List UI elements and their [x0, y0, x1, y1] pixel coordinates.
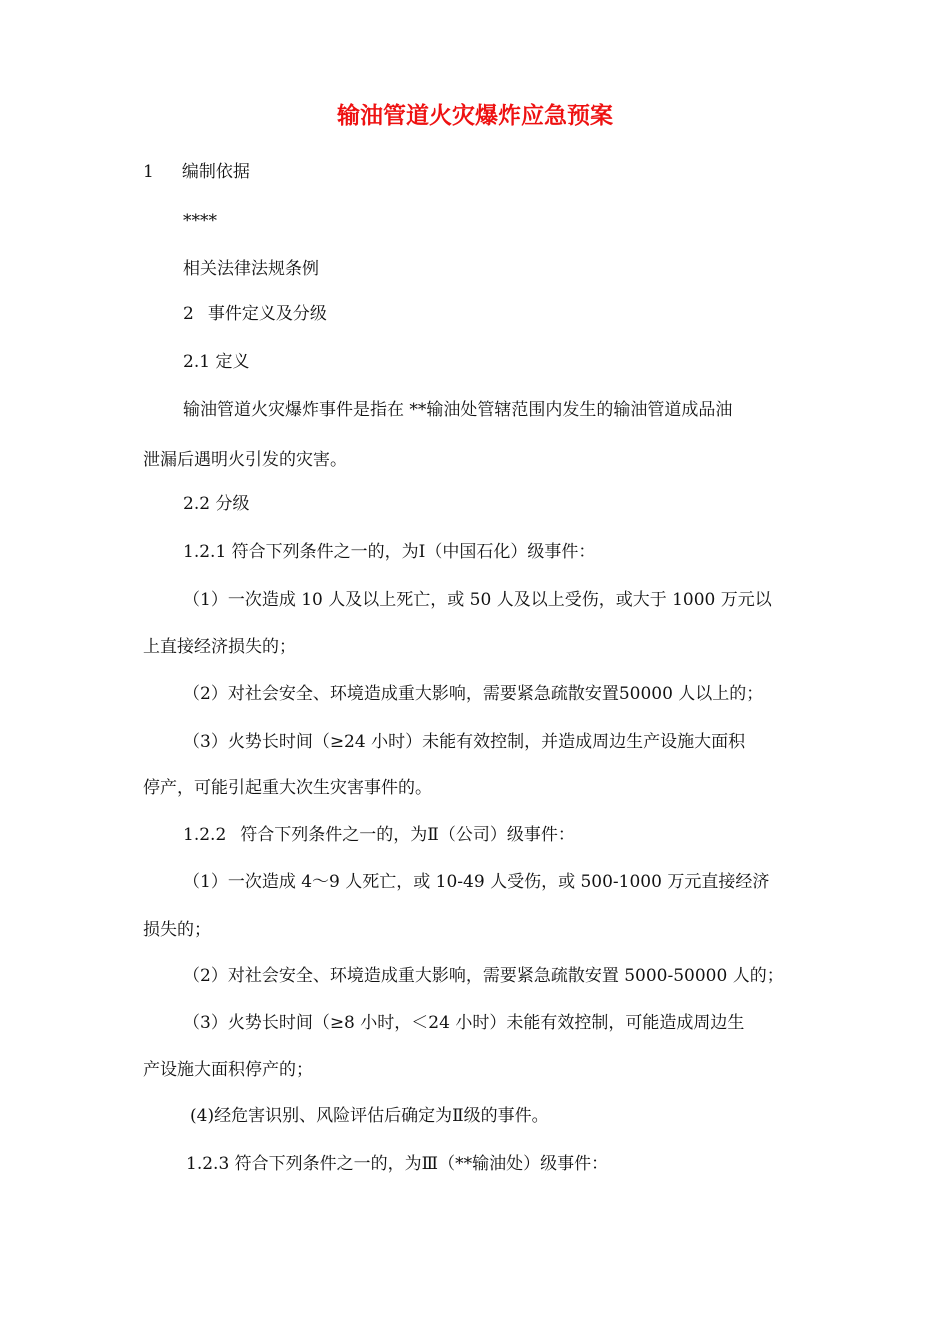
document-title: 输油管道火灾爆炸应急预案 — [337, 103, 613, 129]
clause-heading — [183, 540, 595, 564]
clause-heading — [186, 1152, 608, 1176]
clause-number: 1.2.1 — [183, 542, 227, 562]
paragraph-line: 泄漏后遇明火引发的灾害。 — [143, 450, 347, 470]
section-title: 事件定义及分级 — [207, 304, 327, 324]
section-number: 1 — [143, 162, 154, 182]
paragraph-line: 停产，可能引起重大次生灾害事件的。 — [143, 778, 432, 798]
section-number: 2 — [183, 304, 194, 324]
clause-heading — [183, 823, 575, 847]
section-heading-2 — [183, 302, 327, 326]
clause-title: 符合下列条件之一的，为Ⅱ（公司）级事件： — [240, 825, 575, 845]
paragraph-line: 输油管道火灾爆炸事件是指在 **输油处管辖范围内发生的输油管道成品油 — [183, 400, 733, 420]
paragraph-line: 产设施大面积停产的； — [143, 1060, 313, 1080]
paragraph-line: **** — [183, 211, 217, 231]
paragraph-line: （3）火势长时间（≥8 小时，＜24 小时）未能有效控制，可能造成周边生 — [183, 1013, 745, 1033]
clause-number: 1.2.2 — [183, 825, 227, 845]
paragraph-line: （1）一次造成 10 人及以上死亡，或 50 人及以上受伤，或大于 1000 万元以 — [183, 590, 772, 610]
paragraph-line: 上直接经济损失的； — [143, 637, 296, 657]
paragraph-line: (4)经危害识别、风险评估后确定为Ⅱ级的事件。 — [190, 1106, 549, 1126]
clause-title: 符合下列条件之一的，为Ⅰ（中国石化）级事件： — [231, 542, 596, 562]
paragraph-line: （2）对社会安全、环境造成重大影响，需要紧急疏散安置 5000-50000 人的； — [183, 966, 784, 986]
paragraph-line: （1）一次造成 4～9 人死亡，或 10-49 人受伤，或 500-1000 万元直接经济 — [183, 872, 770, 892]
section-heading-1 — [143, 160, 250, 184]
paragraph-line: （2）对社会安全、环境造成重大影响，需要紧急疏散安置50000 人以上的； — [183, 684, 764, 704]
paragraph-line: 相关法律法规条例 — [183, 259, 319, 279]
section-title: 编制依据 — [181, 162, 250, 182]
section-heading-2-2: 2.2 分级 — [183, 494, 250, 514]
clause-number: 1.2.3 — [186, 1154, 230, 1174]
section-heading-2-1 — [183, 350, 249, 374]
paragraph-line: 损失的； — [143, 920, 211, 940]
section-number: 2.1 — [183, 352, 211, 372]
section-title: 定义 — [215, 352, 250, 372]
paragraph-line: （3）火势长时间（≥24 小时）未能有效控制，并造成周边生产设施大面积 — [183, 732, 746, 752]
clause-title: 符合下列条件之一的，为Ⅲ（**输油处）级事件： — [234, 1154, 609, 1174]
